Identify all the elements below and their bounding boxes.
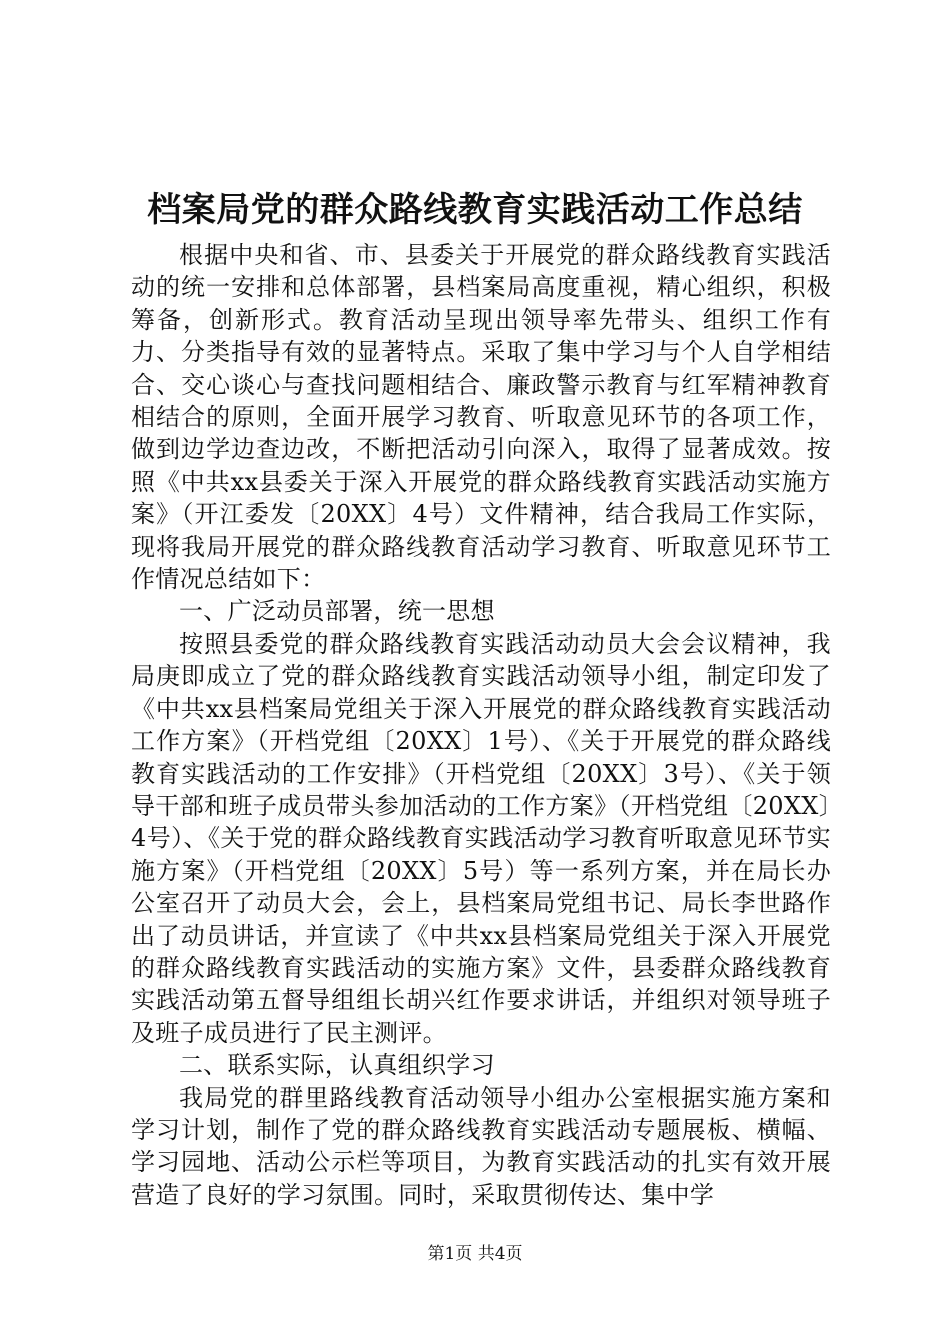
document-title: 档案局党的群众路线教育实践活动工作总结: [147, 190, 803, 230]
paragraph-section-1: 按照县委党的群众路线教育实践活动动员大会会议精神，我局庚即成立了党的群众路线教育实践活动领导小组，制定印发了《中共xx县档案局党组关于深入开展党的群众路线教育实践活动工作方案》（开档党组〔20XX〕1号）、《关于开展党的群众路线教育实践活动的工作安排》（开档党组〔20XX〕3号）、《关于领导干部和班子成员带头参加活动的工作方案》（开档党组〔20XX〕4号）、《关于党的群众路线教育实践活动学习教育听取意见环节实施方案》（开档党组〔20XX〕5号）等一系列方案，并在局长办公室召开了动员大会，会上，县档案局党组书记、局长李世路作出了动员讲话，并宣读了《中共xx县档案局党组关于深入开展党的群众路线教育实践活动的实施方案》文件，县委群众路线教育实践活动第五督导组组长胡兴红作要求讲话，并组织对领导班子及班子成员进行了民主测评。: [131, 629, 831, 1047]
section-heading-1: 一、广泛动员部署，统一思想: [179, 597, 495, 626]
section-heading-2: 二、联系实际，认真组织学习: [179, 1051, 495, 1080]
page-footer: 第1页 共4页: [427, 1244, 523, 1264]
paragraph-section-2: 我局党的群里路线教育活动领导小组办公室根据实施方案和学习计划，制作了党的群众路线教育实践活动专题展板、横幅、学习园地、活动公示栏等项目，为教育实践活动的扎实有效开展营造了良好的学习氛围。同时，采取贯彻传达、集中学: [131, 1083, 831, 1209]
paragraph-intro: 根据中央和省、市、县委关于开展党的群众路线教育实践活动的统一安排和总体部署，县档案局高度重视，精心组织，积极筹备，创新形式。教育活动呈现出领导率先带头、组织工作有力、分类指导有效的显著特点。采取了集中学习与个人自学相结合、交心谈心与查找问题相结合、廉政警示教育与红军精神教育相结合的原则，全面开展学习教育、听取意见环节的各项工作，做到边学边查边改，不断把活动引向深入，取得了显著成效。按照《中共xx县委关于深入开展党的群众路线教育实践活动实施方案》（开江委发〔20XX〕4号）文件精神，结合我局工作实际，现将我局开展党的群众路线教育活动学习教育、听取意见环节工作情况总结如下：: [131, 241, 831, 594]
document-body: [131, 239, 831, 1211]
